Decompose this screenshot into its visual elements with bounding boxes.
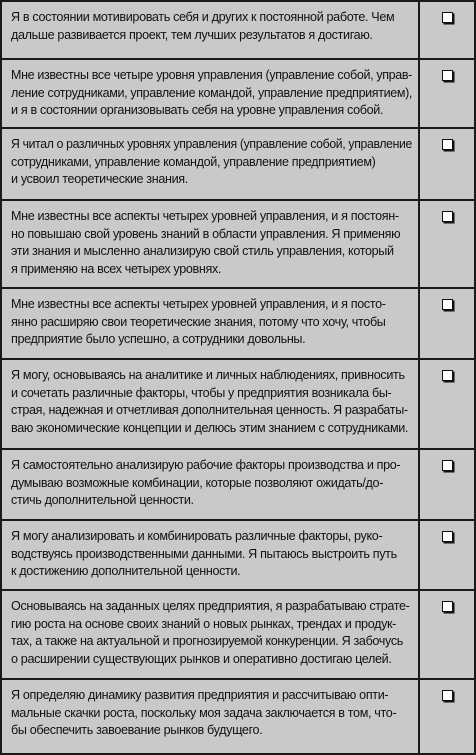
checkbox-cell	[420, 680, 474, 753]
statement-text	[2, 591, 420, 678]
statement-text	[2, 201, 420, 287]
statement-line: эти знания и мысленно анализирую свой стиль управления, который	[11, 244, 394, 258]
statement-line: предприятие было успешно, а сотрудники довольны.	[11, 332, 306, 346]
statement-text	[2, 2, 420, 58]
checkbox-cell	[420, 450, 474, 519]
statement-line: Я в состоянии мотивировать себя и других к постоянной работе. Чем	[11, 10, 395, 24]
statement-line: к достижению дополнительной ценности.	[11, 564, 241, 578]
checkbox[interactable]	[442, 601, 453, 612]
statement-line: Я могу анализировать и комбинировать различные факторы, руко-	[11, 529, 383, 543]
checkbox[interactable]	[442, 690, 453, 701]
statement-line: Я читал о различных уровнях управления (управление собой, управление	[11, 137, 412, 151]
checkbox-cell	[420, 60, 474, 127]
statement-text	[2, 680, 420, 753]
checkbox[interactable]	[442, 211, 453, 222]
checklist-row	[2, 591, 474, 680]
checkbox-cell	[420, 2, 474, 58]
checkbox[interactable]	[442, 460, 453, 471]
checklist-row	[2, 360, 474, 450]
statement-line: и сочетать различные факторы, чтобы у предприятия возникала бы-	[11, 385, 392, 400]
statement-line: но повышаю свой уровень знаний в области управления. Я применяю	[11, 226, 401, 241]
checkbox-cell	[420, 201, 474, 287]
statement-line: Я могу, основываясь на аналитике и личных наблюдениях, привносить	[11, 368, 405, 382]
statement-line: сотрудниками, управление командой, управление предприятием)	[11, 154, 376, 169]
checklist-row	[2, 60, 474, 129]
checklist-row	[2, 680, 474, 753]
statement-line: гию роста на основе своих знаний о новых рынках, трендах и продук-	[11, 616, 397, 631]
statement-line: и усвоил теоретические знания.	[11, 172, 188, 186]
statement-line: ваю экономические концепции и делюсь этим знанием с сотрудниками.	[11, 420, 409, 435]
statement-line: Мне известны все аспекты четырех уровней управления, и я постоян-	[11, 209, 399, 223]
checkbox[interactable]	[442, 70, 453, 81]
statement-line: Мне известны все четыре уровня управления (управление собой, управ-	[11, 68, 412, 82]
statement-text	[2, 129, 420, 199]
statement-text	[2, 60, 420, 127]
checkbox-cell	[420, 289, 474, 358]
statement-line: стичь дополнительной ценности.	[11, 493, 194, 507]
checklist-row	[2, 201, 474, 289]
statement-line: ление сотрудниками, управление командой, управление предприятием),	[11, 85, 412, 100]
statement-line: страя, надежная и отчетливая дополнительная ценность. Я разрабаты-	[11, 403, 408, 417]
checkbox[interactable]	[442, 139, 453, 150]
checkbox[interactable]	[442, 12, 453, 23]
statement-line: Я самостоятельно анализирую рабочие факторы производства и про-	[11, 458, 401, 472]
statement-line: я применяю на всех четырех уровнях.	[11, 261, 222, 276]
checkbox[interactable]	[442, 531, 453, 542]
checklist-row	[2, 2, 474, 60]
statement-line: и я в состоянии организовывать себя на уровне управления собой.	[11, 103, 384, 117]
statement-line: Я определяю динамику развития предприятия и рассчитываю опти-	[11, 688, 389, 702]
checklist-row	[2, 129, 474, 201]
checklist-row	[2, 521, 474, 591]
checkbox-cell	[420, 591, 474, 678]
statement-line: думываю возможные комбинации, которые позволяют ожидать/до-	[11, 475, 384, 490]
statement-text	[2, 360, 420, 448]
checklist-row	[2, 289, 474, 360]
statement-line: мальные скачки роста, поскольку моя задача заключается в том, что-	[11, 705, 397, 720]
statement-line: бы обеспечить завоевание рынков будущего.	[11, 723, 263, 737]
checkbox-cell	[420, 129, 474, 199]
checkbox-cell	[420, 360, 474, 448]
checkbox-cell	[420, 521, 474, 589]
statement-text	[2, 521, 420, 589]
statement-text	[2, 289, 420, 358]
statement-line: водствуясь производственными данными. Я пытаюсь выстроить путь	[11, 546, 397, 561]
statement-line: Основываясь на заданных целях предприятия, я разрабатываю страте-	[11, 599, 410, 613]
checklist-row	[2, 450, 474, 521]
statement-line: янно расширяю свои теоретические знания, потому что хочу, чтобы	[11, 314, 386, 329]
statement-line: дальше развивается проект, тем лучших результатов я достигаю.	[11, 27, 373, 42]
checkbox[interactable]	[442, 370, 453, 381]
statement-line: о расширении существующих рынков и оперативно достигаю целей.	[11, 651, 392, 666]
statement-line: Мне известны все аспекты четырех уровней управления, и я посто-	[11, 297, 386, 311]
statement-text	[2, 450, 420, 519]
statement-line: тах, а также на актуальной и прогнозируемой конкуренции. Я забочусь	[11, 634, 403, 648]
checkbox[interactable]	[442, 299, 453, 310]
